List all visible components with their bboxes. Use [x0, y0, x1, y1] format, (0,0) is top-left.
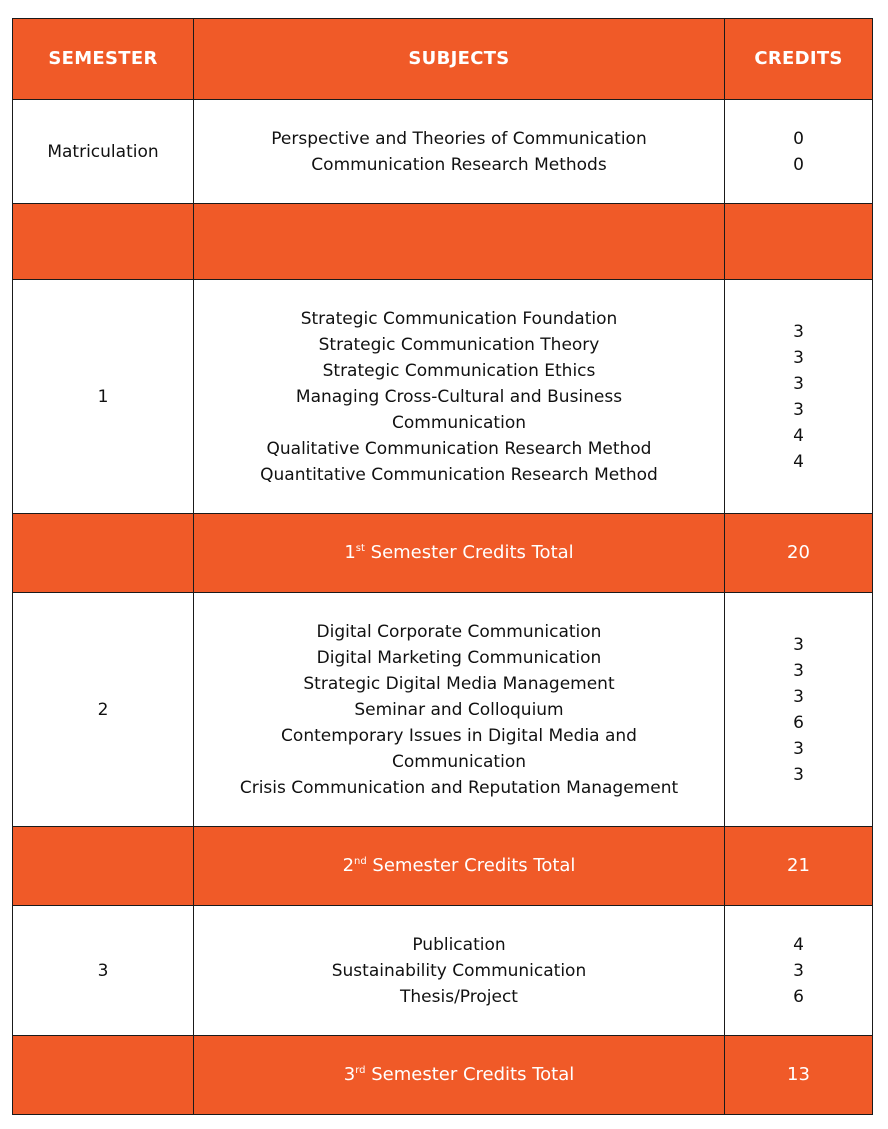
credit-item: 3	[793, 399, 804, 420]
credit-item: 3	[793, 373, 804, 394]
subject-item: Communication Research Methods	[311, 154, 607, 175]
total-label-cell: 3rd Semester Credits Total	[194, 1036, 725, 1115]
separator-row	[13, 204, 873, 280]
header-row	[13, 19, 873, 100]
subject-item: Contemporary Issues in Digital Media and	[281, 725, 637, 746]
subject-item: Sustainability Communication	[331, 960, 587, 981]
semester-cell: 3	[13, 906, 194, 1036]
subject-item: Qualitative Communication Research Method	[266, 438, 652, 459]
credit-item: 3	[793, 660, 804, 681]
credit-item: 3	[793, 686, 804, 707]
separator-cell	[13, 204, 194, 280]
matriculation-row	[13, 100, 873, 204]
subject-item: Quantitative Communication Research Method	[260, 464, 658, 485]
subject-item: Communication	[392, 751, 526, 772]
subject-item: Strategic Communication Ethics	[322, 360, 596, 381]
semester-3-total-row	[13, 1036, 873, 1115]
total-value-cell: 13	[725, 1036, 873, 1115]
subject-item: Digital Marketing Communication	[316, 647, 602, 668]
subject-item: Communication	[392, 412, 526, 433]
total-value-cell: 20	[725, 514, 873, 593]
semester-cell: 2	[13, 593, 194, 827]
credits-cell	[725, 906, 873, 1036]
separator-cell	[194, 204, 725, 280]
semester-cell: 1	[13, 280, 194, 514]
credit-item: 0	[793, 154, 804, 175]
semester-cell: Matriculation	[13, 100, 194, 204]
credit-item: 4	[793, 451, 804, 472]
header-semester: SEMESTER	[13, 19, 194, 100]
credit-item: 0	[793, 128, 804, 149]
subject-item: Strategic Communication Foundation	[300, 308, 618, 329]
credit-item: 4	[793, 425, 804, 446]
semester-1-row	[13, 280, 873, 514]
semester-3-row	[13, 906, 873, 1036]
total-label-cell: 1st Semester Credits Total	[194, 514, 725, 593]
total-empty-cell	[13, 827, 194, 906]
subject-item: Managing Cross-Cultural and Business	[295, 386, 623, 407]
subjects-cell	[194, 100, 725, 204]
credit-item: 3	[793, 960, 804, 981]
subject-item: Perspective and Theories of Communication	[271, 128, 647, 149]
credit-item: 3	[793, 634, 804, 655]
total-value-cell: 21	[725, 827, 873, 906]
total-empty-cell	[13, 1036, 194, 1115]
subject-item: Thesis/Project	[400, 986, 518, 1007]
header-subjects: SUBJECTS	[194, 19, 725, 100]
semester-2-row	[13, 593, 873, 827]
separator-cell	[725, 204, 873, 280]
total-label-cell: 2nd Semester Credits Total	[194, 827, 725, 906]
subjects-cell	[194, 280, 725, 514]
credits-cell	[725, 280, 873, 514]
credit-item: 3	[793, 764, 804, 785]
credit-item: 3	[793, 321, 804, 342]
credit-item: 4	[793, 934, 804, 955]
credits-cell	[725, 100, 873, 204]
subjects-cell	[194, 906, 725, 1036]
credit-item: 6	[793, 986, 804, 1007]
semester-1-total-row	[13, 514, 873, 593]
subject-item: Digital Corporate Communication	[316, 621, 602, 642]
subjects-cell	[194, 593, 725, 827]
subject-item: Publication	[412, 934, 506, 955]
curriculum-table	[12, 18, 873, 1115]
total-empty-cell	[13, 514, 194, 593]
credit-item: 3	[793, 738, 804, 759]
credits-cell	[725, 593, 873, 827]
subject-item: Strategic Digital Media Management	[303, 673, 615, 694]
subject-item: Strategic Communication Theory	[318, 334, 600, 355]
semester-2-total-row	[13, 827, 873, 906]
credit-item: 3	[793, 347, 804, 368]
subject-item: Seminar and Colloquium	[354, 699, 564, 720]
credit-item: 6	[793, 712, 804, 733]
header-credits: CREDITS	[725, 19, 873, 100]
subject-item: Crisis Communication and Reputation Management	[239, 777, 679, 798]
